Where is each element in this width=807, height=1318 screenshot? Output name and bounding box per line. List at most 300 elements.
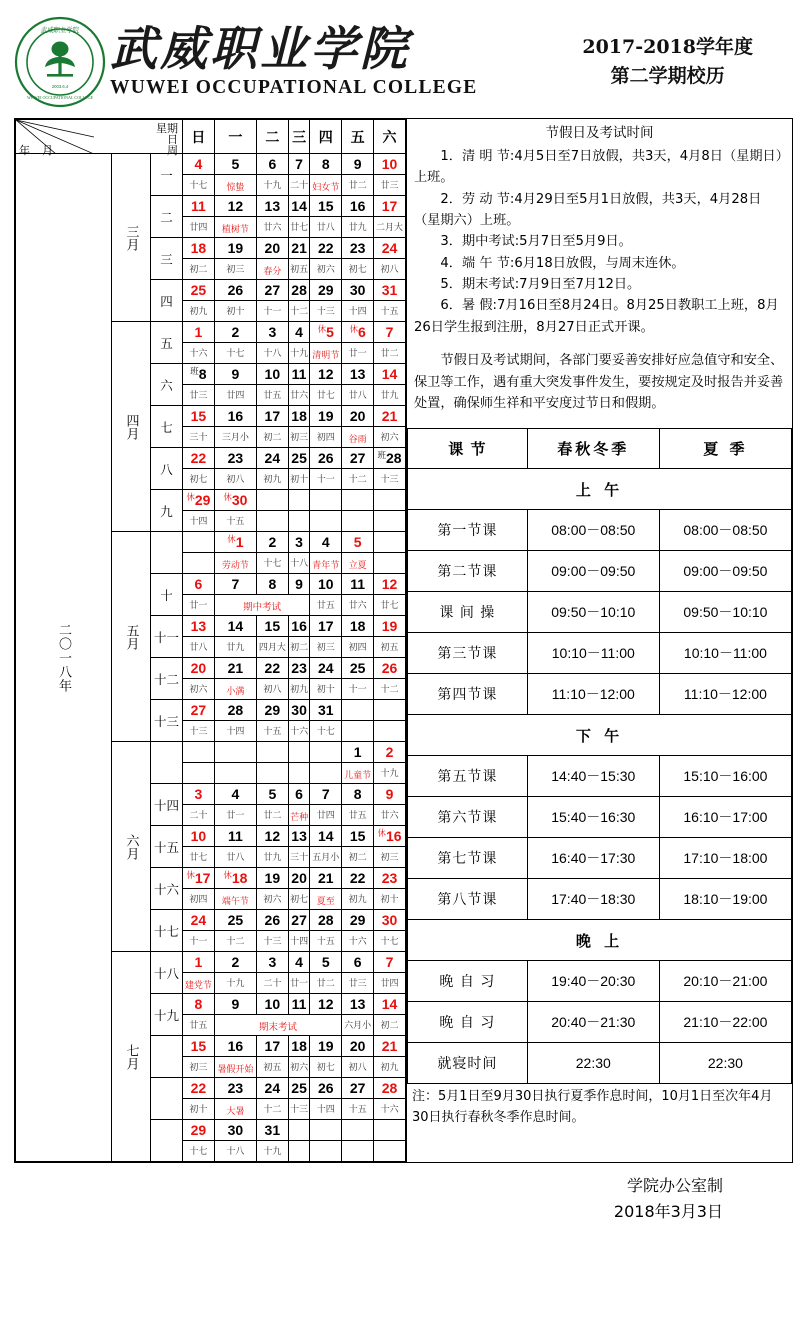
calendar-day-cell[interactable]: 27: [288, 910, 310, 931]
calendar-day-cell[interactable]: 29: [256, 700, 288, 721]
calendar-month-label: 三月: [112, 154, 151, 322]
calendar-day-cell[interactable]: [183, 742, 215, 763]
calendar-day-cell[interactable]: [310, 1120, 342, 1141]
calendar-day-cell[interactable]: 17: [256, 1036, 288, 1057]
calendar-lunar-cell: 十五: [310, 931, 342, 952]
weekday-header: 四: [310, 120, 342, 154]
calendar-day-cell[interactable]: $^班$28: [374, 448, 406, 469]
calendar-lunar-cell: 廿九: [374, 385, 406, 406]
calendar-lunar-cell: 劳动节: [214, 553, 256, 574]
calendar-day-cell[interactable]: $^休$16: [374, 826, 406, 847]
calendar-lunar-cell: 十四: [342, 301, 374, 322]
calendar-day-cell[interactable]: 13: [342, 994, 374, 1015]
calendar-day-cell[interactable]: 10: [183, 826, 215, 847]
calendar-day-cell[interactable]: 8: [310, 154, 342, 175]
calendar-lunar-cell: 廿八: [310, 217, 342, 238]
schedule-footnote: 注：5月1日至9月30日执行夏季作息时间，10月1日至次年4月30日执行春秋冬季作息时间。: [412, 1089, 773, 1125]
teaching-week-number: [151, 1120, 183, 1162]
calendar-day-cell[interactable]: 21: [374, 1036, 406, 1057]
calendar-day-cell[interactable]: 16: [342, 196, 374, 217]
calendar-day-cell[interactable]: 8: [183, 994, 215, 1015]
calendar-day-cell[interactable]: 18: [183, 238, 215, 259]
period-time-spring: 16:40－17:30: [527, 838, 659, 879]
calendar-day-cell[interactable]: 12: [310, 994, 342, 1015]
calendar-day-cell[interactable]: 15: [183, 406, 215, 427]
calendar-day-cell[interactable]: $^休$17: [183, 868, 215, 889]
calendar-month-label: 七月: [112, 952, 151, 1162]
calendar-day-cell[interactable]: 2: [256, 532, 288, 553]
calendar-lunar-cell: 廿七: [183, 847, 215, 868]
calendar-lunar-cell: 十三: [183, 721, 215, 742]
calendar-day-cell[interactable]: 10: [310, 574, 342, 595]
calendar-lunar-cell: [310, 763, 342, 784]
period-time-spring: 17:40－18:30: [527, 879, 659, 920]
calendar-day-cell[interactable]: 18: [288, 1036, 310, 1057]
calendar-corner-header: 星期 日 周 年 月: [16, 120, 183, 154]
calendar-lunar-cell: 廿五: [183, 1015, 215, 1036]
calendar-day-cell[interactable]: 8: [342, 784, 374, 805]
calendar-lunar-cell: 十五: [214, 511, 256, 532]
calendar-day-cell[interactable]: 1: [342, 742, 374, 763]
teaching-week-number: 七: [151, 406, 183, 448]
calendar-lunar-cell: 十八: [256, 343, 288, 364]
calendar-lunar-cell: 十四: [183, 511, 215, 532]
calendar-lunar-cell: 十八: [214, 1141, 256, 1162]
weekday-header: 一: [214, 120, 256, 154]
calendar-day-cell[interactable]: 24: [183, 910, 215, 931]
calendar-day-cell[interactable]: 9: [288, 574, 310, 595]
main-content: [14, 118, 793, 1163]
calendar-lunar-cell: 廿五: [310, 595, 342, 616]
calendar-day-cell[interactable]: 29: [310, 280, 342, 301]
calendar-day-cell[interactable]: 26: [374, 658, 406, 679]
calendar-lunar-cell: 廿九: [214, 637, 256, 658]
calendar-day-cell[interactable]: 9: [214, 994, 256, 1015]
calendar-day-cell[interactable]: 30: [374, 910, 406, 931]
calendar-day-cell[interactable]: 23: [342, 238, 374, 259]
calendar-lunar-cell: 十五: [342, 1099, 374, 1120]
calendar-day-cell[interactable]: 6: [256, 154, 288, 175]
calendar-day-cell[interactable]: 22: [342, 868, 374, 889]
calendar-day-cell[interactable]: 19: [310, 1036, 342, 1057]
teaching-week-number: [151, 1036, 183, 1078]
calendar-day-cell[interactable]: 24: [310, 658, 342, 679]
calendar-lunar-cell: 妇女节: [310, 175, 342, 196]
calendar-lunar-cell: 初六: [310, 259, 342, 280]
calendar-day-cell[interactable]: 3: [256, 322, 288, 343]
calendar-day-cell[interactable]: 11: [214, 826, 256, 847]
calendar-day-cell[interactable]: 26: [310, 1078, 342, 1099]
calendar-day-cell[interactable]: 27: [342, 448, 374, 469]
calendar-lunar-cell: 初九: [256, 469, 288, 490]
calendar-lunar-cell: 初八: [342, 1057, 374, 1078]
holiday-note-item: 1．清 明 节:4月5日至7日放假，共3天，4月8日（星期日）上班。: [414, 148, 783, 186]
calendar-day-cell[interactable]: [374, 1120, 406, 1141]
schedule-row: [408, 797, 792, 838]
calendar-day-cell[interactable]: [342, 700, 374, 721]
calendar-day-cell[interactable]: 7: [374, 322, 406, 343]
calendar-day-cell[interactable]: 31: [374, 280, 406, 301]
calendar-lunar-cell: 廿一: [214, 805, 256, 826]
academic-calendar-table: [15, 119, 406, 1162]
calendar-lunar-cell: 初七: [288, 889, 310, 910]
calendar-day-cell[interactable]: 13: [288, 826, 310, 847]
calendar-day-cell[interactable]: 11: [288, 364, 310, 385]
schedule-section-label: 上 午: [408, 469, 792, 510]
calendar-day-cell[interactable]: 12: [214, 196, 256, 217]
period-time-summer: 20:10－21:00: [659, 961, 791, 1002]
calendar-lunar-cell: 廿六: [342, 595, 374, 616]
calendar-day-cell[interactable]: 9: [342, 154, 374, 175]
calendar-day-cell[interactable]: 14: [374, 994, 406, 1015]
teaching-week-number: [151, 1078, 183, 1120]
calendar-lunar-cell: 十四: [214, 721, 256, 742]
calendar-lunar-cell: 芒种: [288, 805, 310, 826]
period-time-summer: 15:10－16:00: [659, 756, 791, 797]
calendar-lunar-cell: 期末考试: [214, 1015, 341, 1036]
calendar-lunar-cell: 三十: [183, 427, 215, 448]
calendar-day-cell[interactable]: 16: [214, 406, 256, 427]
calendar-lunar-cell: 廿五: [342, 805, 374, 826]
calendar-day-cell[interactable]: 11: [342, 574, 374, 595]
calendar-day-cell[interactable]: 25: [288, 448, 310, 469]
schedule-row: [408, 674, 792, 715]
period-time-summer: 08:00－08:50: [659, 510, 791, 551]
calendar-day-cell[interactable]: 17: [374, 196, 406, 217]
calendar-lunar-cell: 初二: [256, 427, 288, 448]
calendar-day-cell[interactable]: 27: [183, 700, 215, 721]
calendar-lunar-cell: 初十: [288, 469, 310, 490]
calendar-day-cell[interactable]: 25: [342, 658, 374, 679]
calendar-day-cell[interactable]: 4: [214, 784, 256, 805]
calendar-lunar-cell: 初六: [183, 679, 215, 700]
calendar-day-cell[interactable]: 23: [374, 868, 406, 889]
period-name: 第四节课: [408, 674, 528, 715]
calendar-day-cell[interactable]: 20: [288, 868, 310, 889]
calendar-lunar-cell: [288, 1141, 310, 1162]
calendar-row: [16, 154, 406, 175]
calendar-day-cell[interactable]: 5: [214, 154, 256, 175]
calendar-day-cell[interactable]: 23: [214, 448, 256, 469]
calendar-day-cell[interactable]: 10: [374, 154, 406, 175]
period-time-summer: 22:30: [659, 1043, 791, 1084]
calendar-lunar-cell: 初二: [183, 259, 215, 280]
calendar-day-cell[interactable]: 6: [342, 952, 374, 973]
schedule-row: [408, 1043, 792, 1084]
calendar-day-cell[interactable]: [288, 742, 310, 763]
calendar-day-cell[interactable]: 12: [256, 826, 288, 847]
teaching-week-number: 十一: [151, 616, 183, 658]
period-name: 第二节课: [408, 551, 528, 592]
calendar-day-cell[interactable]: 23: [214, 1078, 256, 1099]
calendar-day-cell[interactable]: 20: [256, 238, 288, 259]
calendar-lunar-cell: 建党节: [183, 973, 215, 994]
calendar-lunar-cell: 大暑: [214, 1099, 256, 1120]
calendar-day-cell[interactable]: 24: [374, 238, 406, 259]
calendar-day-cell[interactable]: 7: [288, 154, 310, 175]
calendar-day-cell[interactable]: 4: [310, 532, 342, 553]
calendar-lunar-cell: 初二: [288, 637, 310, 658]
calendar-day-cell[interactable]: 2: [374, 742, 406, 763]
calendar-day-cell[interactable]: 14: [288, 196, 310, 217]
calendar-lunar-cell: 十七: [310, 721, 342, 742]
calendar-lunar-cell: 廿六: [374, 805, 406, 826]
calendar-day-cell[interactable]: 22: [183, 448, 215, 469]
period-time-spring: 08:00－08:50: [527, 510, 659, 551]
teaching-week-number: 十七: [151, 910, 183, 952]
calendar-day-cell[interactable]: 3: [256, 952, 288, 973]
calendar-day-cell[interactable]: 3: [288, 532, 310, 553]
calendar-lunar-cell: 青年节: [310, 553, 342, 574]
calendar-day-cell[interactable]: 28: [310, 910, 342, 931]
calendar-day-cell[interactable]: 28: [288, 280, 310, 301]
calendar-lunar-cell: 十九: [288, 343, 310, 364]
calendar-day-cell[interactable]: 5: [256, 784, 288, 805]
calendar-lunar-cell: 廿八: [342, 385, 374, 406]
period-name: 晚 自 习: [408, 1002, 528, 1043]
calendar-day-cell[interactable]: 14: [310, 826, 342, 847]
calendar-day-cell[interactable]: 27: [256, 280, 288, 301]
calendar-day-cell[interactable]: 8: [256, 574, 288, 595]
calendar-lunar-cell: 初三: [214, 259, 256, 280]
weekday-header: 五: [342, 120, 374, 154]
calendar-lunar-cell: 廿四: [374, 973, 406, 994]
calendar-day-cell[interactable]: 28: [214, 700, 256, 721]
calendar-lunar-cell: 廿二: [310, 973, 342, 994]
calendar-day-cell[interactable]: $^休$6: [342, 322, 374, 343]
calendar-day-cell[interactable]: 25: [183, 280, 215, 301]
calendar-lunar-cell: 二十: [288, 175, 310, 196]
holiday-note-item: 5．期末考试:7月9日至7月12日。: [440, 277, 641, 293]
calendar-lunar-cell: [256, 763, 288, 784]
calendar-lunar-cell: 廿九: [342, 217, 374, 238]
calendar-lunar-cell: [342, 511, 374, 532]
calendar-lunar-cell: [183, 553, 215, 574]
calendar-lunar-cell: [374, 511, 406, 532]
calendar-day-cell[interactable]: 11: [288, 994, 310, 1015]
calendar-lunar-cell: 十六: [288, 721, 310, 742]
schedule-row: [408, 756, 792, 797]
calendar-day-cell[interactable]: 13: [183, 616, 215, 637]
calendar-day-cell[interactable]: 17: [310, 616, 342, 637]
calendar-day-cell[interactable]: 5: [310, 952, 342, 973]
calendar-day-cell[interactable]: 20: [342, 406, 374, 427]
calendar-day-cell[interactable]: 31: [310, 700, 342, 721]
calendar-day-cell[interactable]: 13: [342, 364, 374, 385]
calendar-day-cell[interactable]: 1: [183, 322, 215, 343]
period-time-summer: 16:10－17:00: [659, 797, 791, 838]
calendar-day-cell[interactable]: 19: [256, 868, 288, 889]
calendar-day-cell[interactable]: $^休$5: [310, 322, 342, 343]
calendar-day-cell[interactable]: 10: [256, 994, 288, 1015]
calendar-lunar-cell: [374, 721, 406, 742]
calendar-day-cell[interactable]: 15: [342, 826, 374, 847]
calendar-day-cell[interactable]: $^班$8: [183, 364, 215, 385]
calendar-day-cell[interactable]: [374, 700, 406, 721]
calendar-day-cell[interactable]: 12: [310, 364, 342, 385]
calendar-day-cell[interactable]: 15: [183, 1036, 215, 1057]
calendar-day-cell[interactable]: [310, 490, 342, 511]
semester-label: 第二学期校历: [610, 65, 725, 87]
calendar-day-cell[interactable]: 14: [374, 364, 406, 385]
calendar-day-cell[interactable]: 19: [374, 616, 406, 637]
calendar-day-cell[interactable]: 3: [183, 784, 215, 805]
calendar-day-cell[interactable]: 28: [374, 1078, 406, 1099]
calendar-day-cell[interactable]: 16: [214, 1036, 256, 1057]
calendar-day-cell[interactable]: [374, 490, 406, 511]
calendar-lunar-cell: 廿九: [256, 847, 288, 868]
calendar-day-cell[interactable]: 12: [374, 574, 406, 595]
period-name: 第七节课: [408, 838, 528, 879]
notes-paragraph: 节假日及考试期间，各部门要妥善安排好应急值守和安全、保卫等工作，遇有重大突发事件发生，要按规定及时报告并妥善处置，确保师生祥和平安度过节日和假期。: [414, 353, 784, 411]
calendar-day-cell[interactable]: 7: [374, 952, 406, 973]
calendar-day-cell[interactable]: 13: [256, 196, 288, 217]
calendar-lunar-cell: 十五: [256, 721, 288, 742]
teaching-week-number: 十八: [151, 952, 183, 994]
calendar-day-cell[interactable]: 10: [256, 364, 288, 385]
calendar-day-cell[interactable]: 18: [288, 406, 310, 427]
calendar-day-cell[interactable]: [256, 742, 288, 763]
calendar-day-cell[interactable]: 6: [183, 574, 215, 595]
calendar-day-cell[interactable]: 30: [342, 280, 374, 301]
calendar-lunar-cell: [342, 721, 374, 742]
calendar-day-cell[interactable]: 2: [214, 952, 256, 973]
calendar-day-cell[interactable]: $^休$1: [214, 532, 256, 553]
calendar-day-cell[interactable]: 2: [214, 322, 256, 343]
calendar-lunar-cell: 儿童节: [342, 763, 374, 784]
calendar-day-cell[interactable]: 22: [256, 658, 288, 679]
calendar-day-cell[interactable]: 16: [288, 616, 310, 637]
calendar-day-cell[interactable]: 9: [214, 364, 256, 385]
calendar-day-cell[interactable]: 17: [256, 406, 288, 427]
calendar-day-cell[interactable]: 20: [342, 1036, 374, 1057]
calendar-day-cell[interactable]: 31: [256, 1120, 288, 1141]
calendar-lunar-cell: 十九: [374, 763, 406, 784]
issue-date: 2018年3月3日: [613, 1201, 723, 1221]
calendar-day-cell[interactable]: 24: [256, 1078, 288, 1099]
calendar-lunar-cell: 十三: [288, 1099, 310, 1120]
calendar-day-cell[interactable]: 26: [310, 448, 342, 469]
calendar-day-cell[interactable]: 15: [310, 196, 342, 217]
calendar-day-cell[interactable]: [342, 490, 374, 511]
calendar-day-cell[interactable]: 4: [183, 154, 215, 175]
calendar-lunar-cell: 十一: [183, 931, 215, 952]
calendar-month-label: 四月: [112, 322, 151, 532]
calendar-lunar-cell: 十九: [256, 175, 288, 196]
calendar-lunar-cell: 初三: [288, 427, 310, 448]
calendar-lunar-cell: 十六: [183, 343, 215, 364]
holiday-note-item: 6．暑 假:7月16日至8月24日。8月25日教职工上班，8月26日学生报到注册，8月27日正式开课。: [414, 298, 779, 335]
calendar-day-cell[interactable]: 21: [214, 658, 256, 679]
calendar-day-cell[interactable]: 4: [288, 952, 310, 973]
calendar-day-cell[interactable]: 7: [310, 784, 342, 805]
calendar-day-cell[interactable]: 26: [214, 280, 256, 301]
calendar-day-cell[interactable]: [288, 490, 310, 511]
calendar-day-cell[interactable]: 23: [288, 658, 310, 679]
calendar-day-cell[interactable]: 4: [288, 322, 310, 343]
weekday-header: 六: [374, 120, 406, 154]
academic-year-block: [582, 33, 753, 92]
period-time-summer: 21:10－22:00: [659, 1002, 791, 1043]
calendar-day-cell[interactable]: 9: [374, 784, 406, 805]
calendar-lunar-cell: 十二: [374, 679, 406, 700]
calendar-day-cell[interactable]: [256, 490, 288, 511]
svg-text:武威职业学院: 武威职业学院: [40, 26, 80, 34]
calendar-lunar-cell: 廿三: [183, 385, 215, 406]
calendar-day-cell[interactable]: [183, 532, 215, 553]
calendar-lunar-cell: 十七: [214, 343, 256, 364]
teaching-week-number: 六: [151, 364, 183, 406]
calendar-day-cell[interactable]: 21: [374, 406, 406, 427]
calendar-day-cell[interactable]: 29: [342, 910, 374, 931]
calendar-day-cell[interactable]: [288, 1120, 310, 1141]
calendar-day-cell[interactable]: 25: [214, 910, 256, 931]
teaching-week-number: 十四: [151, 784, 183, 826]
calendar-lunar-cell: 四月大: [256, 637, 288, 658]
calendar-day-cell[interactable]: 11: [183, 196, 215, 217]
calendar-day-cell[interactable]: 30: [288, 700, 310, 721]
calendar-day-cell[interactable]: [214, 742, 256, 763]
calendar-day-cell[interactable]: 24: [256, 448, 288, 469]
calendar-day-cell[interactable]: 20: [183, 658, 215, 679]
calendar-day-cell[interactable]: 1: [183, 952, 215, 973]
calendar-day-cell[interactable]: 15: [256, 616, 288, 637]
calendar-day-cell[interactable]: 7: [214, 574, 256, 595]
calendar-day-cell[interactable]: 27: [342, 1078, 374, 1099]
calendar-lunar-cell: 初五: [374, 637, 406, 658]
calendar-day-cell[interactable]: 19: [214, 238, 256, 259]
calendar-day-cell[interactable]: 21: [310, 868, 342, 889]
calendar-day-cell[interactable]: 21: [288, 238, 310, 259]
calendar-day-cell[interactable]: 22: [183, 1078, 215, 1099]
calendar-day-cell[interactable]: 6: [288, 784, 310, 805]
calendar-day-cell[interactable]: 19: [310, 406, 342, 427]
period-name: 第五节课: [408, 756, 528, 797]
calendar-day-cell[interactable]: [342, 1120, 374, 1141]
calendar-day-cell[interactable]: 5: [342, 532, 374, 553]
teaching-week-number: 十: [151, 574, 183, 616]
period-time-spring: 15:40－16:30: [527, 797, 659, 838]
calendar-day-cell[interactable]: $^休$18: [214, 868, 256, 889]
period-name: 课 间 操: [408, 592, 528, 633]
calendar-lunar-cell: 十一: [310, 469, 342, 490]
calendar-day-cell[interactable]: 29: [183, 1120, 215, 1141]
period-time-spring: 19:40－20:30: [527, 961, 659, 1002]
schedule-row: [408, 633, 792, 674]
calendar-lunar-cell: [374, 553, 406, 574]
calendar-lunar-cell: 小满: [214, 679, 256, 700]
calendar-lunar-cell: 廿一: [183, 595, 215, 616]
calendar-day-cell[interactable]: [310, 742, 342, 763]
calendar-day-cell[interactable]: 25: [288, 1078, 310, 1099]
calendar-day-cell[interactable]: $^休$30: [214, 490, 256, 511]
calendar-lunar-cell: 十七: [374, 931, 406, 952]
calendar-day-cell[interactable]: 18: [342, 616, 374, 637]
calendar-day-cell[interactable]: 22: [310, 238, 342, 259]
period-name: 晚 自 习: [408, 961, 528, 1002]
calendar-day-cell[interactable]: 14: [214, 616, 256, 637]
notes-title: 节假日及考试时间: [545, 125, 654, 141]
calendar-day-cell[interactable]: 30: [214, 1120, 256, 1141]
calendar-day-cell[interactable]: 26: [256, 910, 288, 931]
academic-year: 2017-2018学年度: [582, 35, 753, 58]
calendar-lunar-cell: 初二: [374, 1015, 406, 1036]
calendar-lunar-cell: 初九: [288, 679, 310, 700]
weekday-header: 二: [256, 120, 288, 154]
schedule-row: [408, 551, 792, 592]
calendar-day-cell[interactable]: $^休$29: [183, 490, 215, 511]
calendar-lunar-cell: 十四: [288, 931, 310, 952]
